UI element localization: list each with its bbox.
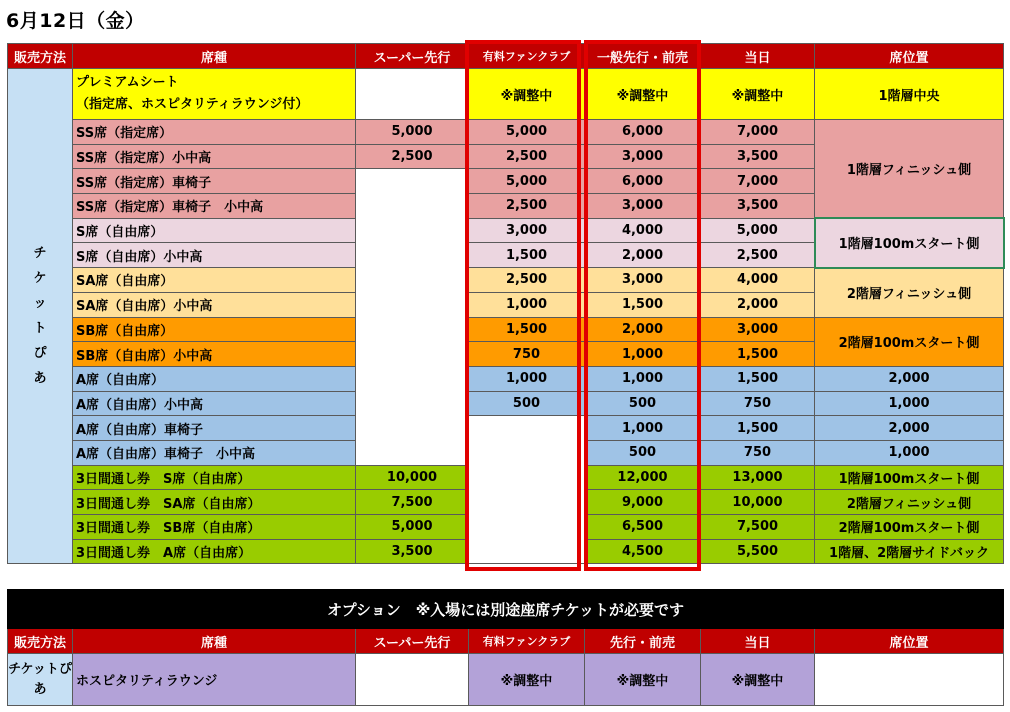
price-fanclub: 1,000 (469, 292, 585, 317)
header-position: 席位置 (815, 629, 1004, 654)
price-fanclub: 1,500 (469, 243, 585, 268)
seller-cell (8, 69, 73, 564)
seller-char: ト (33, 321, 47, 337)
seat-name: SA席（自由席） (73, 268, 356, 293)
price-sameday: 10,000 (701, 490, 815, 515)
price-sameday: 1,000 (815, 391, 1004, 416)
table-row (8, 366, 1004, 391)
price-fanclub: 500 (585, 440, 701, 465)
price-general: 750 (701, 440, 815, 465)
option-price-fanclub: ※調整中 (469, 654, 585, 706)
option-header-row (8, 629, 1004, 654)
header-sameday: 当日 (701, 629, 815, 654)
price-sameday: 3,500 (701, 144, 815, 169)
header-super: スーパー先行 (356, 629, 469, 654)
option-title-row (8, 590, 1004, 629)
seat-position: 2階層フィニッシュ側 (815, 268, 1004, 317)
price-general: 3,000 (585, 194, 701, 219)
price-sameday: 2,000 (701, 292, 815, 317)
seat-position: 1階層、2階層サイドバック (815, 539, 1004, 564)
price-general: 1,500 (585, 292, 701, 317)
table-header-row (8, 44, 1004, 69)
header-position: 席位置 (815, 44, 1004, 69)
option-table (7, 589, 1004, 706)
price-super: 5,000 (356, 120, 469, 145)
price-general: 12,000 (585, 465, 701, 490)
price-fanclub: 500 (585, 391, 701, 416)
table-row (8, 416, 1004, 441)
seat-name (73, 69, 356, 120)
price-general: 1,000 (585, 342, 701, 367)
seat-name: SB席（自由席） (73, 317, 356, 342)
price-sameday: 7,000 (701, 120, 815, 145)
header-seat: 席種 (73, 629, 356, 654)
premium-row (8, 69, 1004, 120)
price-general: 1,500 (701, 366, 815, 391)
price-fanclub: 10,000 (356, 465, 469, 490)
option-row (8, 654, 1004, 706)
seller-char: ッ (33, 296, 47, 312)
price-fanclub: 1,000 (585, 416, 701, 441)
price-sameday: 7,500 (701, 515, 815, 540)
price-fanclub: 2,500 (469, 144, 585, 169)
seat-name: A席（自由席）小中高 (73, 391, 356, 416)
price-general: 6,000 (585, 120, 701, 145)
header-fanclub: 有料ファンクラブ (469, 629, 585, 654)
price-super-empty (469, 416, 585, 564)
price-super-empty (356, 169, 469, 465)
price-sameday: 3,000 (701, 317, 815, 342)
premium-name-line1: プレミアムシート (76, 75, 179, 90)
price-fanclub: 2,500 (469, 268, 585, 293)
seat-name: S席（自由席） (73, 218, 356, 243)
seat-position: 1階層100mスタート側 (815, 465, 1004, 490)
price-fanclub: ※調整中 (469, 69, 585, 120)
seller-char: ケ (33, 271, 47, 287)
seller-char: ぴ (33, 346, 47, 362)
seat-position: 1階層100mスタート側 (815, 218, 1004, 267)
price-fanclub: 5,000 (356, 515, 469, 540)
price-sameday: 7,000 (701, 169, 815, 194)
price-fanclub: 1,500 (469, 317, 585, 342)
price-sameday: 1,500 (701, 342, 815, 367)
seat-name: 3日間通し券 SB席（自由席） (73, 515, 356, 540)
price-general: ※調整中 (585, 69, 701, 120)
seat-name: 3日間通し券 SA席（自由席） (73, 490, 356, 515)
price-sameday: 2,000 (815, 416, 1004, 441)
seat-position: 2階層100mスタート側 (815, 515, 1004, 540)
seat-position: 1階層中央 (815, 69, 1004, 120)
table-row (8, 120, 1004, 145)
header-method: 販売方法 (8, 629, 73, 654)
option-seat-name: ホスピタリティラウンジ (73, 654, 356, 706)
table-row (8, 268, 1004, 293)
price-sameday: 2,500 (701, 243, 815, 268)
header-super: スーパー先行 (356, 44, 469, 69)
option-price-general: ※調整中 (585, 654, 701, 706)
table-row (8, 218, 1004, 243)
seat-position: 2階層フィニッシュ側 (815, 490, 1004, 515)
price-fanclub: 3,000 (469, 218, 585, 243)
seat-name: SB席（自由席）小中高 (73, 342, 356, 367)
seat-name: S席（自由席）小中高 (73, 243, 356, 268)
seat-name: A席（自由席） (73, 366, 356, 391)
seat-position: 1階層フィニッシュ側 (815, 120, 1004, 219)
price-fanclub: 3,500 (356, 539, 469, 564)
price-super (356, 69, 469, 120)
price-general: 6,500 (585, 515, 701, 540)
seat-name: SS席（指定席） (73, 120, 356, 145)
price-sameday: 2,000 (815, 366, 1004, 391)
price-sameday: 3,500 (701, 194, 815, 219)
price-fanclub: 7,500 (356, 490, 469, 515)
seat-name: SS席（指定席）小中高 (73, 144, 356, 169)
price-fanclub: 1,000 (585, 366, 701, 391)
price-general: 3,000 (585, 144, 701, 169)
price-general: 4,000 (585, 218, 701, 243)
header-seat: 席種 (73, 44, 356, 69)
header-fanclub: 有料ファンクラブ (469, 44, 585, 69)
option-seller: チケットぴあ (8, 654, 73, 706)
price-super: 500 (469, 391, 585, 416)
page-date: 6月12日（金） (6, 10, 145, 32)
price-sameday: 4,000 (701, 268, 815, 293)
header-sameday: 当日 (701, 44, 815, 69)
seat-name: SS席（指定席）車椅子 (73, 169, 356, 194)
seller-char: チ (33, 246, 47, 262)
price-sameday: 5,000 (701, 218, 815, 243)
price-sameday: 5,500 (701, 539, 815, 564)
seat-name: 3日間通し券 S席（自由席） (73, 465, 356, 490)
price-general: 2,000 (585, 317, 701, 342)
price-sameday: 13,000 (701, 465, 815, 490)
price-general: 3,000 (585, 268, 701, 293)
premium-name-line2: （指定席、ホスピタリティラウンジ付） (76, 97, 309, 112)
price-general: 4,500 (585, 539, 701, 564)
header-general: 先行・前売 (585, 629, 701, 654)
price-general: 6,000 (585, 169, 701, 194)
seat-name: SA席（自由席）小中高 (73, 292, 356, 317)
seller-char: あ (33, 371, 47, 387)
price-super: 2,500 (356, 144, 469, 169)
price-general: 750 (701, 391, 815, 416)
price-super: 1,000 (469, 366, 585, 391)
price-general: 9,000 (585, 490, 701, 515)
price-sameday: ※調整中 (701, 69, 815, 120)
table-row (8, 391, 1004, 416)
table-row (8, 317, 1004, 342)
price-general: 2,000 (585, 243, 701, 268)
price-sameday: 1,000 (815, 440, 1004, 465)
header-general: 一般先行・前売 (585, 44, 701, 69)
option-title: オプション ※入場には別途座席チケットが必要です (8, 590, 1004, 629)
price-fanclub: 750 (469, 342, 585, 367)
ticket-price-table (7, 43, 1004, 564)
price-general: 1,500 (701, 416, 815, 441)
option-seat-position (815, 654, 1004, 706)
seat-name: 3日間通し券 A席（自由席） (73, 539, 356, 564)
option-price-sameday: ※調整中 (701, 654, 815, 706)
seat-position: 2階層100mスタート側 (815, 317, 1004, 366)
header-method: 販売方法 (8, 44, 73, 69)
price-fanclub: 2,500 (469, 194, 585, 219)
seat-name: A席（自由席）車椅子 小中高 (73, 440, 356, 465)
seat-name: A席（自由席）車椅子 (73, 416, 356, 441)
price-fanclub: 5,000 (469, 120, 585, 145)
option-price-super (356, 654, 469, 706)
seat-name: SS席（指定席）車椅子 小中高 (73, 194, 356, 219)
price-fanclub: 5,000 (469, 169, 585, 194)
